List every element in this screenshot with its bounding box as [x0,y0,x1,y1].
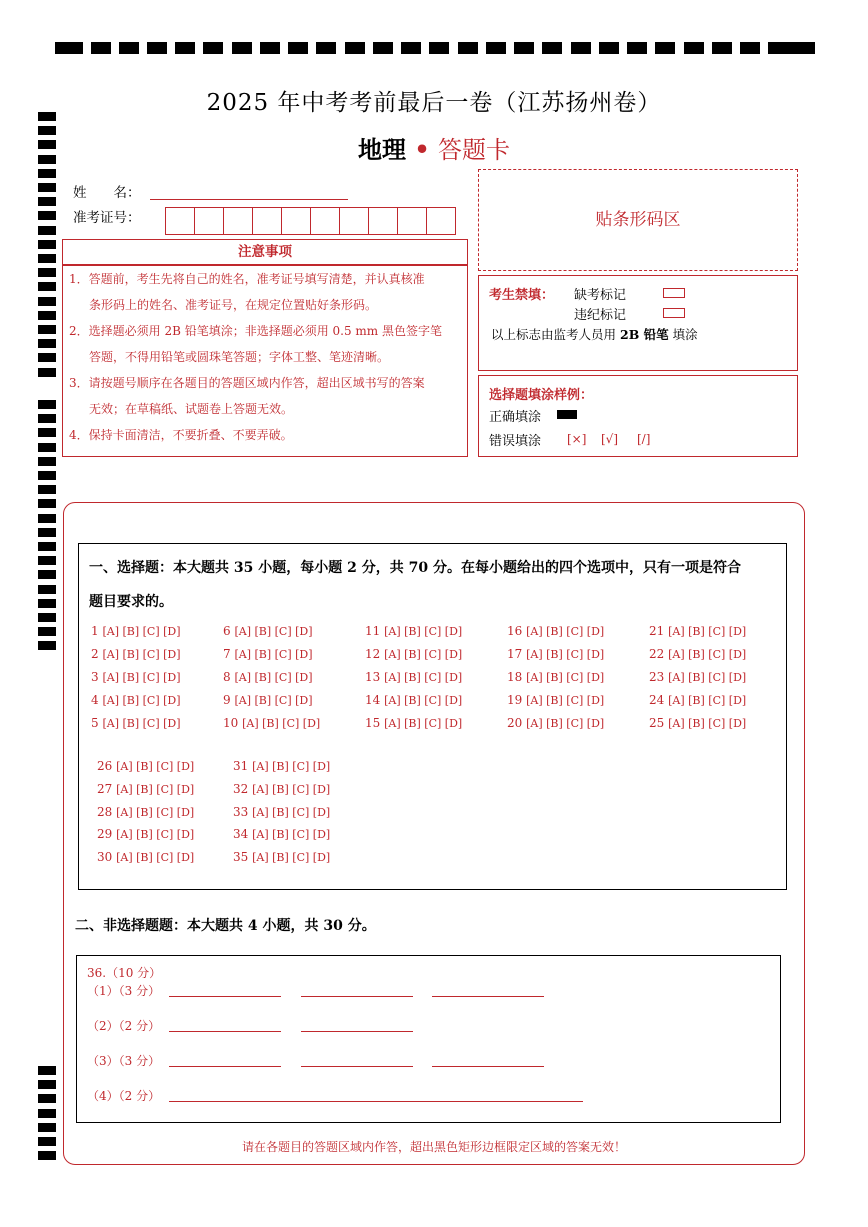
choice-options[interactable]: [A] [B] [C] [D] [384,717,463,730]
choice-item-29[interactable] [97,827,194,841]
timing-mark [38,414,56,423]
notice-line: 2．选择题必须用 2B 铅笔填涂；非选择题必须用 0.5 mm 黑色签字笔 [69,324,443,338]
exam-id-label: 准考证号： [73,210,141,226]
choice-options[interactable]: [A] [B] [C] [D] [116,806,195,819]
wrong-mark-slash: [/] [637,432,651,446]
id-digit-box[interactable] [426,207,456,235]
timing-mark [655,42,675,54]
question-number: 19 [507,693,527,707]
timing-mark [38,325,56,334]
notice-heading: 注意事项 [62,239,468,265]
wrong-mark-check: [√] [601,432,619,446]
choice-options[interactable]: [A] [B] [C] [D] [384,648,463,661]
choice-item-3[interactable] [91,670,181,684]
choice-options[interactable]: [A] [B] [C] [D] [252,783,331,796]
timing-mark [38,311,56,320]
choice-item-9[interactable] [223,693,313,707]
timing-mark [38,471,56,480]
choice-options[interactable]: [A] [B] [C] [D] [116,760,195,773]
choice-item-18[interactable] [507,670,604,684]
timing-mark [38,1109,56,1118]
choice-options[interactable]: [A] [B] [C] [D] [668,717,747,730]
choice-options[interactable]: [A] [B] [C] [D] [526,671,605,684]
notice-box [62,265,468,457]
subject-label: 地理 [357,135,406,164]
notice-line: 无效；在草稿纸、试题卷上答题无效。 [89,402,294,416]
timing-mark [38,368,56,377]
answer-card-label: 答题卡 [438,136,511,164]
choice-item-1[interactable] [91,624,181,638]
choice-options[interactable]: [A] [B] [C] [D] [102,648,181,661]
timing-mark [684,42,704,54]
choice-item-8[interactable] [223,670,313,684]
timing-mark [38,1094,56,1103]
choice-item-2[interactable] [91,647,181,661]
question-36-box [76,955,781,1123]
timing-mark [38,1066,56,1075]
timing-mark [38,1123,56,1132]
timing-mark [373,42,393,54]
timing-mark [147,42,167,54]
timing-mark [768,42,788,54]
q36-part-2: （2）（2 分） [87,1019,161,1033]
question-number: 4 [91,693,103,707]
choice-options[interactable]: [A] [B] [C] [D] [102,717,181,730]
timing-mark [260,42,280,54]
question-number: 29 [97,827,117,841]
choice-item-15[interactable] [365,716,462,730]
name-label: 姓 名： [73,185,141,201]
timing-mark [401,42,421,54]
timing-mark [38,183,56,192]
top-timing-marks [55,42,815,56]
card-subtitle [0,130,868,165]
question-number: 32 [233,782,253,796]
barcode-area: 贴条形码区 [478,169,798,271]
wrong-fill-label: 错误填涂 [489,434,542,449]
timing-mark [458,42,478,54]
q36-3-blank-1[interactable] [169,1066,281,1067]
choice-item-14[interactable] [365,693,462,707]
q36-1-blank-2[interactable] [301,996,413,997]
question-36-title: 36.（10 分） [87,966,162,980]
timing-mark [316,42,336,54]
timing-mark [38,400,56,409]
choice-section-instruction-cont: 题目要求的。 [89,594,173,610]
timing-mark [91,42,111,54]
timing-mark [38,556,56,565]
timing-mark [175,42,195,54]
notice-line: 3．请按题号顺序在各题目的答题区域内作答，超出区域书写的答案 [69,376,425,390]
timing-mark [571,42,591,54]
choice-options[interactable]: [A] [B] [C] [D] [252,828,331,841]
timing-mark [38,197,56,206]
id-digit-box[interactable] [194,207,224,235]
id-digit-box[interactable] [397,207,427,235]
timing-mark [55,42,83,54]
choice-options[interactable]: [A] [B] [C] [D] [252,851,331,864]
choice-item-13[interactable] [365,670,462,684]
id-digit-box[interactable] [281,207,311,235]
id-digit-box[interactable] [252,207,282,235]
non-choice-section-title: 二、非选择题题：本大题共 4 小题，共 30 分。 [75,918,376,934]
question-number: 26 [97,759,117,773]
timing-mark [542,42,562,54]
timing-mark [38,297,56,306]
question-number: 30 [97,850,117,864]
notice-line: 答题，不得用铅笔或圆珠笔答题；字体工整、笔迹清晰。 [89,350,390,364]
choice-item-28[interactable] [97,805,194,819]
question-number: 27 [97,782,117,796]
q36-part-1: （1）（3 分） [87,984,161,998]
question-number: 8 [223,670,235,684]
choice-item-33[interactable] [233,805,330,819]
question-number: 17 [507,647,527,661]
question-number: 24 [649,693,669,707]
timing-mark [119,42,139,54]
id-digit-box[interactable] [339,207,369,235]
choice-item-27[interactable] [97,782,194,796]
question-number: 13 [365,670,385,684]
timing-mark [203,42,223,54]
question-number: 35 [233,850,253,864]
timing-mark [38,353,56,362]
choice-item-17[interactable] [507,647,604,661]
q36-4-blank[interactable] [169,1101,583,1102]
question-number: 12 [365,647,385,661]
choice-options[interactable]: [A] [B] [C] [D] [668,648,747,661]
question-number: 11 [365,624,385,638]
choice-item-32[interactable] [233,782,330,796]
timing-mark [288,42,308,54]
note-text-c: 填涂 [672,327,698,342]
name-field[interactable] [150,199,348,200]
timing-mark [38,282,56,291]
question-number: 15 [365,716,385,730]
choice-options[interactable]: [A] [B] [C] [D] [526,625,605,638]
violation-mark-box[interactable] [663,308,685,318]
timing-mark [38,443,56,452]
timing-mark [38,514,56,523]
timing-mark [38,211,56,220]
q36-part-3: （3）（3 分） [87,1054,161,1068]
choice-options[interactable]: [A] [B] [C] [D] [526,648,605,661]
question-number: 3 [91,670,103,684]
timing-mark [627,42,647,54]
timing-mark [38,226,56,235]
timing-mark [38,627,56,636]
notice-line: 1．答题前，考生先将自己的姓名，准考证号填写清楚，并认真核准 [69,272,425,286]
sample-title: 选择题填涂样例： [489,388,594,403]
choice-options[interactable]: [A] [B] [C] [D] [668,671,747,684]
timing-mark [345,42,365,54]
subtitle-separator: • [414,135,430,164]
timing-mark [712,42,732,54]
notice-line: 4．保持卡面清洁，不要折叠、不要弄破。 [69,428,293,442]
question-number: 23 [649,670,669,684]
question-number: 5 [91,716,103,730]
choice-options[interactable]: [A] [B] [C] [D] [234,671,313,684]
question-number: 2 [91,647,103,661]
timing-mark [38,457,56,466]
choice-item-5[interactable] [91,716,181,730]
choice-options[interactable]: [A] [B] [C] [D] [102,671,181,684]
q36-part-4: （4）（2 分） [87,1089,161,1103]
footer-warning: 请在各题目的答题区域内作答，超出黑色矩形边框限定区域的答案无效！ [241,1140,626,1154]
choice-item-21[interactable] [649,624,746,638]
question-number: 22 [649,647,669,661]
forbidden-note [491,325,698,343]
absent-mark-label: 缺考标记 [574,288,627,303]
timing-mark [740,42,760,54]
question-number: 6 [223,624,235,638]
choice-options[interactable]: [A] [B] [C] [D] [102,694,181,707]
choice-item-16[interactable] [507,624,604,638]
choice-item-11[interactable] [365,624,462,638]
timing-mark [38,542,56,551]
question-number: 7 [223,647,235,661]
choice-item-35[interactable] [233,850,330,864]
correct-fill-sample [557,410,577,419]
timing-mark [514,42,534,54]
choice-item-34[interactable] [233,827,330,841]
choice-item-12[interactable] [365,647,462,661]
choice-item-4[interactable] [91,693,181,707]
wrong-mark-cross: [×] [567,432,587,446]
question-number: 34 [233,827,253,841]
choice-options[interactable]: [A] [B] [C] [D] [384,694,463,707]
choice-options[interactable]: [A] [B] [C] [D] [668,625,747,638]
choice-options[interactable]: [A] [B] [C] [D] [116,851,195,864]
id-digit-box[interactable] [368,207,398,235]
choice-item-19[interactable] [507,693,604,707]
timing-mark [38,570,56,579]
q36-2-blank-1[interactable] [169,1031,281,1032]
question-number: 31 [233,759,253,773]
absent-mark-box[interactable] [663,288,685,298]
choice-item-20[interactable] [507,716,604,730]
q36-3-blank-2[interactable] [301,1066,413,1067]
choice-item-6[interactable] [223,624,313,638]
timing-mark [38,585,56,594]
timing-mark [787,42,815,54]
choice-options[interactable]: [A] [B] [C] [D] [252,806,331,819]
exam-title: 2025 年中考考前最后一卷（江苏扬州卷） [206,90,662,116]
question-number: 20 [507,716,527,730]
choice-item-30[interactable] [97,850,194,864]
timing-mark [486,42,506,54]
question-number: 18 [507,670,527,684]
timing-mark [38,1080,56,1089]
choice-item-31[interactable] [233,759,330,773]
timing-mark [38,339,56,348]
question-number: 10 [223,716,243,730]
choice-section [78,543,787,890]
q36-3-blank-3[interactable] [432,1066,544,1067]
question-number: 1 [91,624,103,638]
question-number: 14 [365,693,385,707]
choice-options[interactable]: [A] [B] [C] [D] [242,717,321,730]
choice-options[interactable]: [A] [B] [C] [D] [234,694,313,707]
timing-mark [38,599,56,608]
choice-options[interactable]: [A] [B] [C] [D] [526,717,605,730]
timing-mark [599,42,619,54]
timing-mark [38,254,56,263]
choice-options[interactable]: [A] [B] [C] [D] [116,783,195,796]
choice-item-10[interactable] [223,716,320,730]
examinee-forbidden-box [478,275,798,371]
fill-sample-box [478,375,798,457]
choice-options[interactable]: [A] [B] [C] [D] [102,625,181,638]
timing-mark [232,42,252,54]
question-number: 9 [223,693,235,707]
timing-mark [38,240,56,249]
choice-options[interactable]: [A] [B] [C] [D] [116,828,195,841]
id-digit-box[interactable] [223,207,253,235]
timing-mark [38,268,56,277]
forbidden-title: 考生禁填： [489,288,555,303]
timing-mark [38,641,56,650]
choice-section-instruction: 一、选择题：本大题共 35 小题，每小题 2 分，共 70 分。在每小题给出的四个选项中，只有一项是符合 [89,560,741,576]
choice-options[interactable]: [A] [B] [C] [D] [526,694,605,707]
choice-options[interactable]: [A] [B] [C] [D] [384,671,463,684]
choice-item-22[interactable] [649,647,746,661]
q36-2-blank-2[interactable] [301,1031,413,1032]
timing-mark [38,428,56,437]
choice-item-25[interactable] [649,716,746,730]
choice-options[interactable]: [A] [B] [C] [D] [234,648,313,661]
correct-fill-label: 正确填涂 [489,410,542,425]
choice-item-24[interactable] [649,693,746,707]
timing-mark [38,485,56,494]
q36-1-blank-3[interactable] [432,996,544,997]
question-number: 25 [649,716,669,730]
choice-options[interactable]: [A] [B] [C] [D] [234,625,313,638]
choice-options[interactable]: [A] [B] [C] [D] [384,625,463,638]
timing-mark [429,42,449,54]
violation-mark-label: 违纪标记 [574,308,627,323]
notice-line: 条形码上的姓名、准考证号，在规定位置贴好条形码。 [89,298,378,312]
timing-mark [38,528,56,537]
choice-item-26[interactable] [97,759,194,773]
timing-mark [38,613,56,622]
choice-item-23[interactable] [649,670,746,684]
note-text-b: 2B 铅笔 [620,327,669,342]
q36-1-blank-1[interactable] [169,996,281,997]
question-number: 33 [233,805,253,819]
question-number: 16 [507,624,527,638]
id-digit-box[interactable] [165,207,195,235]
question-number: 28 [97,805,117,819]
choice-item-7[interactable] [223,647,313,661]
exam-id-boxes[interactable] [166,207,456,235]
timing-mark [38,169,56,178]
question-number: 21 [649,624,669,638]
timing-mark [38,499,56,508]
note-text-a: 以上标志由监考人员用 [491,327,617,342]
choice-options[interactable]: [A] [B] [C] [D] [252,760,331,773]
choice-options[interactable]: [A] [B] [C] [D] [668,694,747,707]
id-digit-box[interactable] [310,207,340,235]
